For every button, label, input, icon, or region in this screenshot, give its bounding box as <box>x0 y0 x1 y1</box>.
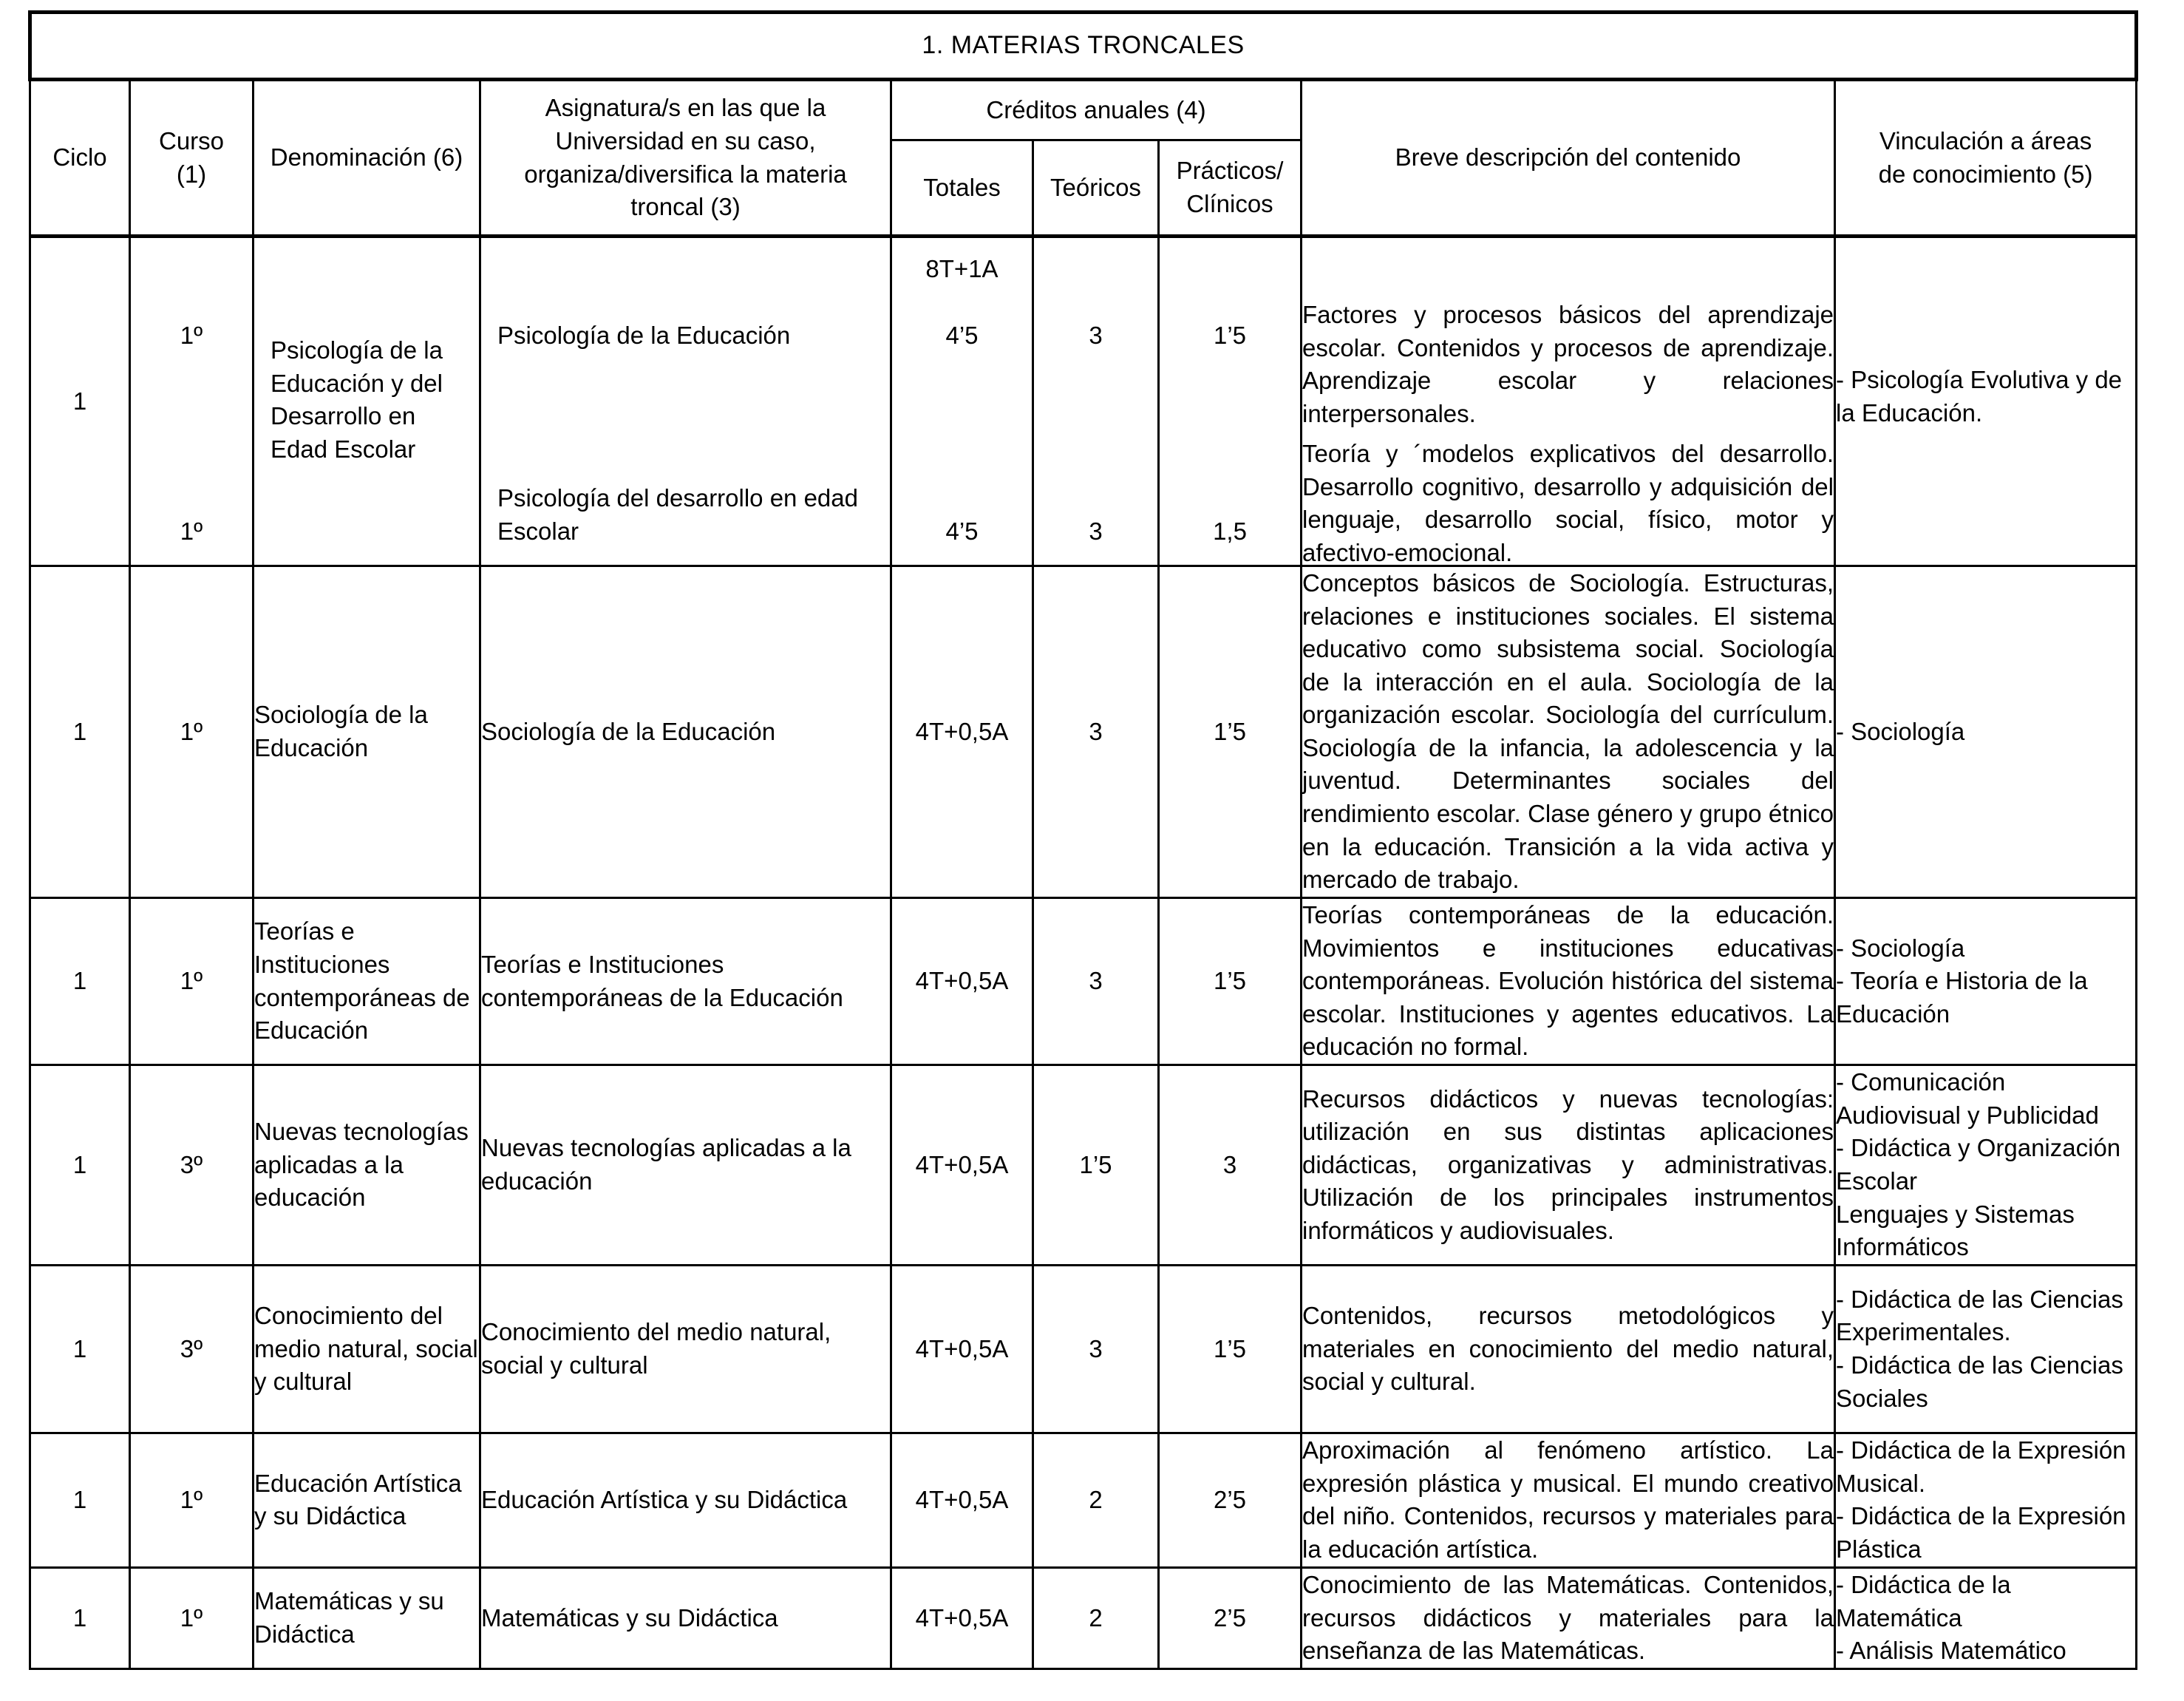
area-item: Lenguajes y Sistemas Informáticos <box>1836 1200 2075 1261</box>
header-teoricos: Teóricos <box>1033 140 1159 237</box>
table-row <box>30 237 2137 566</box>
header-practicos: Prácticos/ Clínicos <box>1159 140 1302 237</box>
cell-totales: 4T+0,5A <box>891 1433 1033 1567</box>
cell-teoricos: 2 <box>1033 1433 1159 1567</box>
header-denominacion: Denominación (6) <box>254 80 480 237</box>
practicos-a: 1’5 <box>1213 322 1247 349</box>
cell-totales: 4T+0,5A <box>891 1265 1033 1433</box>
cell-asignatura: Nuevas tecnologías aplicadas a la educación <box>480 1065 891 1266</box>
cell-vinculacion <box>1835 1065 2137 1266</box>
cell-teoricos: 3 <box>1033 566 1159 897</box>
area-item: - Didáctica de la Matemática <box>1836 1571 2011 1632</box>
cell-denominacion <box>254 237 480 566</box>
cell-teoricos: 2 <box>1033 1567 1159 1668</box>
area-item: - Sociología <box>1836 717 1965 745</box>
area-item: - Comunicación Audiovisual y Publicidad <box>1836 1068 2099 1129</box>
cell-ciclo: 1 <box>30 1265 130 1433</box>
cell-curso: 1º <box>130 566 254 897</box>
cell-denominacion: Educación Artística y su Didáctica <box>254 1433 480 1567</box>
cell-denominacion: Conocimiento del medio natural, social y cultural <box>254 1265 480 1433</box>
cell-asignatura: Teorías e Instituciones contemporáneas de la Educación <box>480 897 891 1065</box>
header-curso: Curso (1) <box>130 80 254 237</box>
cell-ciclo: 1 <box>30 237 130 566</box>
cell-ciclo: 1 <box>30 1065 130 1266</box>
cell-asignatura <box>480 237 891 566</box>
table-row <box>30 1567 2137 1668</box>
header-descripcion: Breve descripción del contenido <box>1302 80 1835 237</box>
descripcion-b: Teoría y ´modelos explicativos del desarrollo. Desarrollo cognitivo, desarrollo y adquisición del lenguaje, desarrollo social, físico, motor y afectivo-emocional. <box>1302 440 1834 566</box>
cell-ciclo: 1 <box>30 566 130 897</box>
cell-teoricos <box>1033 237 1159 566</box>
denominacion-text: Psicología de la Educación y del Desarrollo en Edad Escolar <box>271 336 443 463</box>
cell-vinculacion <box>1835 1567 2137 1668</box>
cell-practicos: 1’5 <box>1159 1265 1302 1433</box>
area-item: - Teoría e Historia de la Educación <box>1836 967 2088 1028</box>
cell-vinculacion <box>1835 1265 2137 1433</box>
area-item: - Didáctica de las Ciencias Experimentales. <box>1836 1285 2123 1346</box>
cell-ciclo: 1 <box>30 1567 130 1668</box>
materias-troncales-table <box>28 10 2138 1670</box>
cell-vinculacion <box>1835 1433 2137 1567</box>
cell-asignatura: Educación Artística y su Didáctica <box>480 1433 891 1567</box>
cell-practicos: 2’5 <box>1159 1567 1302 1668</box>
cell-ciclo: 1 <box>30 897 130 1065</box>
cell-practicos: 2’5 <box>1159 1433 1302 1567</box>
area-item: - Didáctica de la Expresión Plástica <box>1836 1502 2126 1563</box>
table-row <box>30 1265 2137 1433</box>
teoricos-b: 3 <box>1089 517 1103 545</box>
cell-curso <box>130 237 254 566</box>
totales-b: 4’5 <box>945 517 979 545</box>
table-title: 1. MATERIAS TRONCALES <box>30 13 2137 80</box>
table-row <box>30 1433 2137 1567</box>
cell-curso: 1º <box>130 1433 254 1567</box>
cell-asignatura: Matemáticas y su Didáctica <box>480 1567 891 1668</box>
cell-denominacion: Sociología de la Educación <box>254 566 480 897</box>
header-creditos: Créditos anuales (4) <box>891 80 1302 140</box>
asignatura-a: Psicología de la Educación <box>497 322 791 349</box>
cell-totales: 4T+0,5A <box>891 566 1033 897</box>
cell-asignatura: Sociología de la Educación <box>480 566 891 897</box>
table-row <box>30 897 2137 1065</box>
cell-teoricos: 1’5 <box>1033 1065 1159 1266</box>
cell-descripcion: Conocimiento de las Matemáticas. Contenidos, recursos didácticos y materiales para la enseñanza de las Matemáticas. <box>1302 1567 1835 1668</box>
cell-vinculacion <box>1835 897 2137 1065</box>
cell-practicos: 1’5 <box>1159 897 1302 1065</box>
area-item: - Didáctica de la Expresión Musical. <box>1836 1436 2126 1497</box>
descripcion-a: Factores y procesos básicos del aprendizaje escolar. Contenidos y procesos de aprendizaje. Aprendizaje escolar y relaciones interpersonales. <box>1302 301 1834 427</box>
totales-header-value: 8T+1A <box>925 255 999 282</box>
curso-a: 1º <box>180 322 203 349</box>
cell-curso: 1º <box>130 897 254 1065</box>
curso-b: 1º <box>180 517 203 545</box>
cell-totales <box>891 237 1033 566</box>
totales-a: 4’5 <box>945 322 979 349</box>
header-asignatura: Asignatura/s en las que la Universidad en su caso, organiza/diversifica la materia troncal (3) <box>480 80 891 237</box>
area-item: - Psicología Evolutiva y de la Educación. <box>1836 366 2123 427</box>
header-vinculacion: Vinculación a áreas de conocimiento (5) <box>1835 80 2137 237</box>
area-item: - Análisis Matemático <box>1836 1637 2066 1665</box>
cell-practicos: 3 <box>1159 1065 1302 1266</box>
teoricos-a: 3 <box>1089 322 1103 349</box>
cell-teoricos: 3 <box>1033 897 1159 1065</box>
cell-denominacion: Teorías e Instituciones contemporáneas de Educación <box>254 897 480 1065</box>
asignatura-b: Psicología del desarrollo en edad Escolar <box>497 484 858 545</box>
header-totales: Totales <box>891 140 1033 237</box>
cell-practicos: 1’5 <box>1159 566 1302 897</box>
cell-descripcion: Conceptos básicos de Sociología. Estructuras, relaciones e instituciones sociales. El sistema educativo como subsistema social. Sociología de la interacción en el aula. Sociología de la organización escolar. Sociología del currículum. Sociología de la infancia, la adolescencia y la juventud. Determinantes sociales del rendimiento escolar. Clase género y grupo étnico en la educación. Transición a la vida activa y mercado de trabajo. <box>1302 566 1835 897</box>
cell-totales: 4T+0,5A <box>891 1567 1033 1668</box>
cell-totales: 4T+0,5A <box>891 1065 1033 1266</box>
cell-totales: 4T+0,5A <box>891 897 1033 1065</box>
table-row <box>30 1065 2137 1266</box>
practicos-b: 1,5 <box>1213 517 1247 545</box>
header-ciclo: Ciclo <box>30 80 130 237</box>
cell-ciclo: 1 <box>30 1433 130 1567</box>
cell-curso: 3º <box>130 1065 254 1266</box>
cell-teoricos: 3 <box>1033 1265 1159 1433</box>
cell-curso: 1º <box>130 1567 254 1668</box>
area-item: - Sociología <box>1836 934 1965 962</box>
cell-curso: 3º <box>130 1265 254 1433</box>
table-row <box>30 566 2137 897</box>
cell-denominacion: Matemáticas y su Didáctica <box>254 1567 480 1668</box>
cell-descripcion: Aproximación al fenómeno artístico. La expresión plástica y musical. El mundo creativo del niño. Contenidos, recursos y materiales para la educación artística. <box>1302 1433 1835 1567</box>
cell-descripcion: Teorías contemporáneas de la educación. Movimientos e instituciones educativas contemporáneas. Evolución histórica del sistema escolar. Instituciones y agentes educativos. La educación no formal. <box>1302 897 1835 1065</box>
cell-asignatura: Conocimiento del medio natural, social y cultural <box>480 1265 891 1433</box>
cell-denominacion: Nuevas tecnologías aplicadas a la educación <box>254 1065 480 1266</box>
cell-practicos <box>1159 237 1302 566</box>
cell-vinculacion <box>1835 237 2137 566</box>
cell-descripcion: Contenidos, recursos metodológicos y materiales en conocimiento del medio natural, social y cultural. <box>1302 1265 1835 1433</box>
area-item: - Didáctica y Organización Escolar <box>1836 1134 2121 1195</box>
cell-descripcion <box>1302 237 1835 566</box>
area-item: - Didáctica de las Ciencias Sociales <box>1836 1351 2123 1412</box>
cell-descripcion: Recursos didácticos y nuevas tecnologías: utilización en sus distintas aplicaciones didácticas, organizativas y administrativas. Utilización de los principales instrumentos informáticos y audiovisuales. <box>1302 1065 1835 1266</box>
cell-vinculacion <box>1835 566 2137 897</box>
